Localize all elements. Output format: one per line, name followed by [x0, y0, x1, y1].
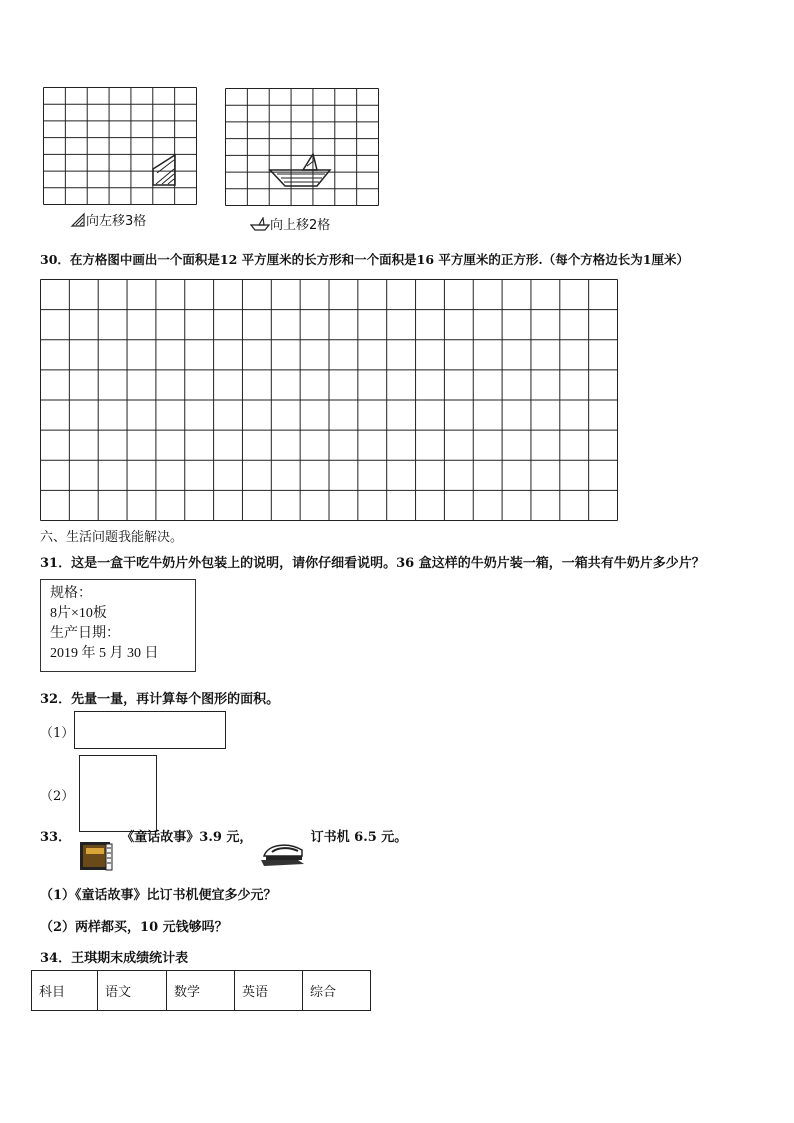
figure-1-label: （1）: [40, 726, 75, 741]
question-31: 31．这是一盒干吃牛奶片外包装上的说明，请你仔细看说明。36 盒这样的牛奶片装一箱，一箱共有牛奶片多少片？: [40, 556, 705, 571]
question-32: 32．先量一量，再计算每个图形的面积。: [40, 692, 280, 707]
question-33-sub1: （1）《童话故事》比订书机便宜多少元？: [40, 888, 277, 903]
boat-icon: [250, 217, 270, 231]
spec-line: 规格：: [50, 586, 92, 601]
translation-grid-left: [43, 87, 197, 205]
table-header-cell: 语文: [98, 971, 167, 1011]
drawing-grid[interactable]: [40, 279, 618, 521]
table-header-cell: 英语: [235, 971, 303, 1011]
section-6-heading: 六、生活问题我能解决。: [40, 530, 184, 545]
stapler-price-text: 订书机 6.5 元。: [310, 830, 408, 845]
book-icon: [76, 838, 116, 874]
question-34: 34．王琪期末成绩统计表: [40, 951, 189, 966]
table-header-cell: 科目: [32, 971, 98, 1011]
left-caption: 向左移3格: [86, 214, 147, 229]
right-caption-row: [250, 214, 330, 233]
figure-1-rectangle: [74, 711, 226, 749]
spec-line: 2019 年 5 月 30 日: [50, 646, 159, 661]
stapler-icon: [258, 838, 306, 868]
figure-2-square: [79, 755, 157, 832]
question-33-sub2: （2）两样都买，10 元钱够吗？: [40, 920, 228, 935]
book-price-text: 《童话故事》3.9 元，: [121, 830, 253, 845]
score-table: [31, 970, 371, 1011]
spec-line: 生产日期：: [50, 626, 120, 641]
right-caption: 向上移2格: [270, 218, 331, 233]
table-row: [32, 971, 371, 1011]
translation-grid-right: [225, 88, 379, 206]
spec-box: [40, 579, 196, 672]
table-header-cell: 数学: [167, 971, 235, 1011]
table-header-cell: 综合: [303, 971, 371, 1011]
left-caption-row: [70, 210, 146, 229]
question-33-number: 33．: [40, 830, 72, 845]
flag-icon: [70, 212, 86, 228]
spec-line: 8片×10板: [50, 606, 107, 621]
question-33-row: [40, 830, 408, 874]
figure-2-label: （2）: [40, 789, 75, 804]
question-30: 30．在方格图中画出一个面积是12 平方厘米的长方形和一个面积是16 平方厘米的正方形.（每个方格边长为1厘米）: [40, 252, 689, 267]
